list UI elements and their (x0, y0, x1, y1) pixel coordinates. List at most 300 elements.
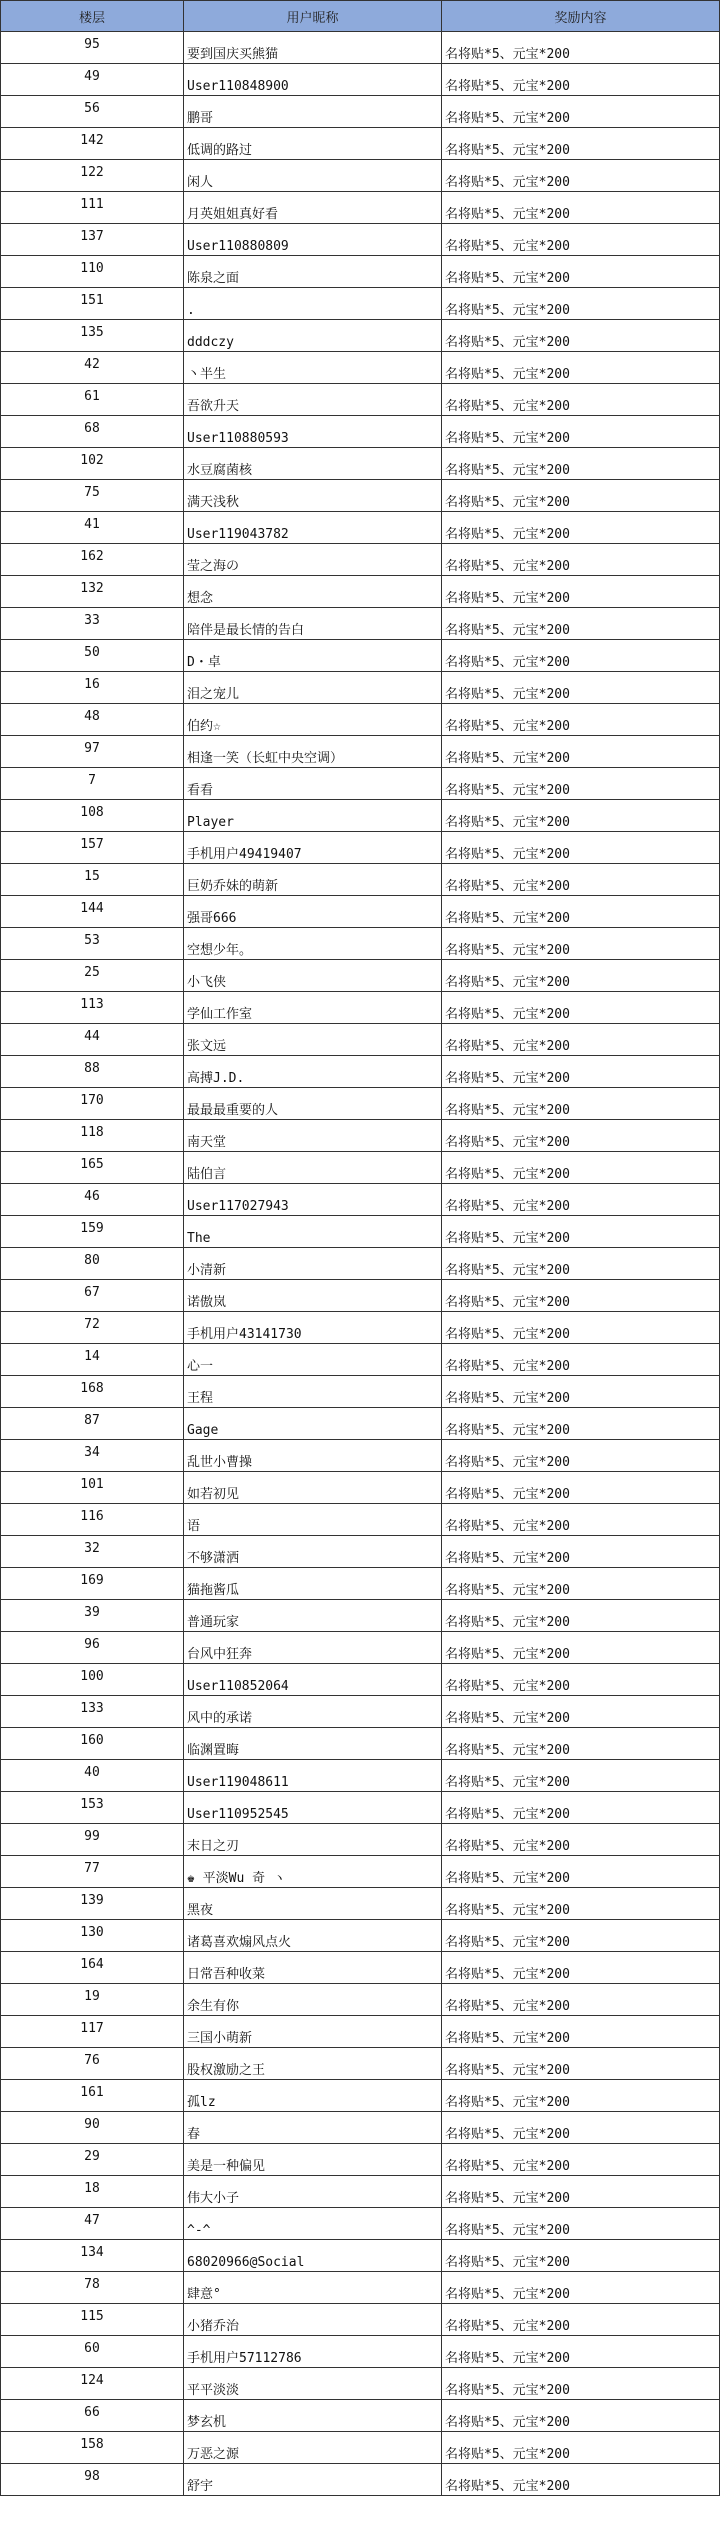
nickname-cell: 手机用户43141730 (184, 1312, 442, 1344)
nickname-cell: 语 (184, 1504, 442, 1536)
table-row (1, 2432, 720, 2464)
floor-cell: 151 (1, 288, 184, 320)
nickname-cell: 手机用户57112786 (184, 2336, 442, 2368)
table-row (1, 1472, 720, 1504)
table-row (1, 1088, 720, 1120)
reward-cell: 名将贴*5、元宝*200 (442, 672, 720, 704)
floor-cell: 16 (1, 672, 184, 704)
table-row (1, 1888, 720, 1920)
reward-cell: 名将贴*5、元宝*200 (442, 928, 720, 960)
table-row (1, 544, 720, 576)
nickname-cell: ^-^ (184, 2208, 442, 2240)
floor-cell: 100 (1, 1664, 184, 1696)
floor-cell: 61 (1, 384, 184, 416)
reward-cell: 名将贴*5、元宝*200 (442, 384, 720, 416)
reward-cell: 名将贴*5、元宝*200 (442, 1952, 720, 1984)
table-row (1, 2272, 720, 2304)
reward-cell: 名将贴*5、元宝*200 (442, 32, 720, 64)
reward-cell: 名将贴*5、元宝*200 (442, 2304, 720, 2336)
table-row (1, 1504, 720, 1536)
reward-cell: 名将贴*5、元宝*200 (442, 2464, 720, 2496)
floor-cell: 76 (1, 2048, 184, 2080)
reward-cell: 名将贴*5、元宝*200 (442, 1312, 720, 1344)
nickname-cell: . (184, 288, 442, 320)
floor-cell: 7 (1, 768, 184, 800)
table-row (1, 608, 720, 640)
nickname-cell: 不够潇洒 (184, 1536, 442, 1568)
reward-cell: 名将贴*5、元宝*200 (442, 512, 720, 544)
nickname-cell: 乱世小曹操 (184, 1440, 442, 1472)
table-row (1, 1120, 720, 1152)
table-row (1, 832, 720, 864)
floor-cell: 122 (1, 160, 184, 192)
floor-cell: 135 (1, 320, 184, 352)
floor-cell: 165 (1, 1152, 184, 1184)
table-row (1, 2336, 720, 2368)
nickname-cell: 小飞侠 (184, 960, 442, 992)
floor-cell: 130 (1, 1920, 184, 1952)
nickname-cell: 临渊置晦 (184, 1728, 442, 1760)
nickname-cell: 最最最重要的人 (184, 1088, 442, 1120)
floor-cell: 132 (1, 576, 184, 608)
floor-cell: 116 (1, 1504, 184, 1536)
floor-cell: 170 (1, 1088, 184, 1120)
reward-cell: 名将贴*5、元宝*200 (442, 1088, 720, 1120)
reward-cell: 名将贴*5、元宝*200 (442, 1888, 720, 1920)
floor-cell: 40 (1, 1760, 184, 1792)
table-row (1, 256, 720, 288)
table-row (1, 1952, 720, 1984)
floor-cell: 48 (1, 704, 184, 736)
reward-cell: 名将贴*5、元宝*200 (442, 800, 720, 832)
nickname-cell: 莹之海の (184, 544, 442, 576)
floor-cell: 47 (1, 2208, 184, 2240)
nickname-cell: User110880809 (184, 224, 442, 256)
nickname-cell: User110852064 (184, 1664, 442, 1696)
nickname-cell: 吾欲升天 (184, 384, 442, 416)
table-row (1, 1024, 720, 1056)
reward-cell: 名将贴*5、元宝*200 (442, 1152, 720, 1184)
table-row (1, 2368, 720, 2400)
reward-cell: 名将贴*5、元宝*200 (442, 1440, 720, 1472)
floor-cell: 164 (1, 1952, 184, 1984)
floor-cell: 44 (1, 1024, 184, 1056)
floor-cell: 168 (1, 1376, 184, 1408)
floor-cell: 49 (1, 64, 184, 96)
reward-cell: 名将贴*5、元宝*200 (442, 352, 720, 384)
nickname-cell: 股权激励之王 (184, 2048, 442, 2080)
reward-cell: 名将贴*5、元宝*200 (442, 2400, 720, 2432)
nickname-cell: 月英姐姐真好看 (184, 192, 442, 224)
table-row (1, 1728, 720, 1760)
floor-cell: 34 (1, 1440, 184, 1472)
table-row (1, 640, 720, 672)
nickname-cell: 万恶之源 (184, 2432, 442, 2464)
nickname-cell: 强哥666 (184, 896, 442, 928)
reward-cell: 名将贴*5、元宝*200 (442, 1056, 720, 1088)
floor-cell: 88 (1, 1056, 184, 1088)
table-row (1, 1568, 720, 1600)
reward-cell: 名将贴*5、元宝*200 (442, 2016, 720, 2048)
reward-cell: 名将贴*5、元宝*200 (442, 1824, 720, 1856)
floor-cell: 46 (1, 1184, 184, 1216)
floor-cell: 72 (1, 1312, 184, 1344)
table-row (1, 1696, 720, 1728)
floor-cell: 98 (1, 2464, 184, 2496)
nickname-cell: 丶半生 (184, 352, 442, 384)
nickname-cell: 春 (184, 2112, 442, 2144)
table-row (1, 288, 720, 320)
nickname-cell: dddczy (184, 320, 442, 352)
table-row (1, 1280, 720, 1312)
nickname-cell: 鹏哥 (184, 96, 442, 128)
reward-cell: 名将贴*5、元宝*200 (442, 864, 720, 896)
floor-cell: 118 (1, 1120, 184, 1152)
floor-cell: 15 (1, 864, 184, 896)
reward-cell: 名将贴*5、元宝*200 (442, 1568, 720, 1600)
table-row (1, 64, 720, 96)
nickname-cell: 小清新 (184, 1248, 442, 1280)
reward-cell: 名将贴*5、元宝*200 (442, 1536, 720, 1568)
reward-cell: 名将贴*5、元宝*200 (442, 1280, 720, 1312)
table-row (1, 1152, 720, 1184)
floor-cell: 97 (1, 736, 184, 768)
nickname-cell: 巨奶乔妹的萌新 (184, 864, 442, 896)
table-row (1, 2016, 720, 2048)
floor-cell: 41 (1, 512, 184, 544)
nickname-cell: User110880593 (184, 416, 442, 448)
table-row (1, 1312, 720, 1344)
nickname-cell: 陈泉之面 (184, 256, 442, 288)
reward-cell: 名将贴*5、元宝*200 (442, 1024, 720, 1056)
reward-cell: 名将贴*5、元宝*200 (442, 192, 720, 224)
floor-cell: 144 (1, 896, 184, 928)
reward-cell: 名将贴*5、元宝*200 (442, 2112, 720, 2144)
table-row (1, 128, 720, 160)
table-row (1, 2400, 720, 2432)
floor-cell: 75 (1, 480, 184, 512)
reward-cell: 名将贴*5、元宝*200 (442, 1216, 720, 1248)
nickname-cell: 闲人 (184, 160, 442, 192)
nickname-cell: Gage (184, 1408, 442, 1440)
table-row (1, 1984, 720, 2016)
nickname-cell: D・卓 (184, 640, 442, 672)
table-row (1, 864, 720, 896)
nickname-cell: 学仙工作室 (184, 992, 442, 1024)
table-row (1, 2048, 720, 2080)
reward-cell: 名将贴*5、元宝*200 (442, 1984, 720, 2016)
reward-cell: 名将贴*5、元宝*200 (442, 1184, 720, 1216)
table-row (1, 704, 720, 736)
table-row (1, 1536, 720, 1568)
table-row (1, 2208, 720, 2240)
floor-cell: 53 (1, 928, 184, 960)
reward-cell: 名将贴*5、元宝*200 (442, 608, 720, 640)
nickname-cell: 满天浅秋 (184, 480, 442, 512)
nickname-cell: 梦玄机 (184, 2400, 442, 2432)
floor-cell: 67 (1, 1280, 184, 1312)
table-row (1, 2080, 720, 2112)
nickname-cell: User110952545 (184, 1792, 442, 1824)
nickname-cell: 伟大小子 (184, 2176, 442, 2208)
floor-cell: 19 (1, 1984, 184, 2016)
nickname-cell: 要到国庆买熊猫 (184, 32, 442, 64)
nickname-cell: User110848900 (184, 64, 442, 96)
nickname-cell: 美是一种偏见 (184, 2144, 442, 2176)
floor-cell: 96 (1, 1632, 184, 1664)
floor-cell: 60 (1, 2336, 184, 2368)
reward-cell: 名将贴*5、元宝*200 (442, 480, 720, 512)
reward-cell: 名将贴*5、元宝*200 (442, 2208, 720, 2240)
floor-cell: 29 (1, 2144, 184, 2176)
reward-cell: 名将贴*5、元宝*200 (442, 2080, 720, 2112)
nickname-cell: 张文远 (184, 1024, 442, 1056)
table-row (1, 1216, 720, 1248)
table-row (1, 384, 720, 416)
reward-cell: 名将贴*5、元宝*200 (442, 160, 720, 192)
table-row (1, 224, 720, 256)
floor-cell: 108 (1, 800, 184, 832)
table-row (1, 96, 720, 128)
reward-cell: 名将贴*5、元宝*200 (442, 96, 720, 128)
nickname-cell: 孤lz (184, 2080, 442, 2112)
nickname-cell: 末日之刃 (184, 1824, 442, 1856)
reward-cell: 名将贴*5、元宝*200 (442, 2272, 720, 2304)
floor-cell: 115 (1, 2304, 184, 2336)
floor-cell: 68 (1, 416, 184, 448)
reward-cell: 名将贴*5、元宝*200 (442, 640, 720, 672)
reward-cell: 名将贴*5、元宝*200 (442, 896, 720, 928)
nickname-cell: 三国小萌新 (184, 2016, 442, 2048)
floor-cell: 158 (1, 2432, 184, 2464)
floor-cell: 139 (1, 1888, 184, 1920)
reward-cell: 名将贴*5、元宝*200 (442, 256, 720, 288)
nickname-cell: 泪之宠儿 (184, 672, 442, 704)
reward-cell: 名将贴*5、元宝*200 (442, 320, 720, 352)
nickname-cell: 水豆腐菌核 (184, 448, 442, 480)
table-row (1, 576, 720, 608)
floor-cell: 157 (1, 832, 184, 864)
table-row (1, 1824, 720, 1856)
table-row (1, 352, 720, 384)
floor-cell: 78 (1, 2272, 184, 2304)
floor-cell: 99 (1, 1824, 184, 1856)
reward-cell: 名将贴*5、元宝*200 (442, 992, 720, 1024)
header-nickname: 用户昵称 (184, 1, 442, 32)
table-row (1, 160, 720, 192)
floor-cell: 159 (1, 1216, 184, 1248)
table-row (1, 768, 720, 800)
table-row (1, 736, 720, 768)
floor-cell: 90 (1, 2112, 184, 2144)
floor-cell: 56 (1, 96, 184, 128)
nickname-cell: 68020966@Social (184, 2240, 442, 2272)
nickname-cell: 台风中狂奔 (184, 1632, 442, 1664)
table-row (1, 1920, 720, 1952)
reward-cell: 名将贴*5、元宝*200 (442, 1248, 720, 1280)
reward-cell: 名将贴*5、元宝*200 (442, 1920, 720, 1952)
nickname-cell: 风中的承诺 (184, 1696, 442, 1728)
table-row (1, 1792, 720, 1824)
reward-cell: 名将贴*5、元宝*200 (442, 1728, 720, 1760)
nickname-cell: 日常吾种收菜 (184, 1952, 442, 1984)
header-row (1, 1, 720, 32)
floor-cell: 160 (1, 1728, 184, 1760)
reward-cell: 名将贴*5、元宝*200 (442, 1696, 720, 1728)
nickname-cell: 平平淡淡 (184, 2368, 442, 2400)
nickname-cell: 诸葛喜欢煽风点火 (184, 1920, 442, 1952)
nickname-cell: 如若初见 (184, 1472, 442, 1504)
reward-cell: 名将贴*5、元宝*200 (442, 64, 720, 96)
reward-cell: 名将贴*5、元宝*200 (442, 768, 720, 800)
table-row (1, 1632, 720, 1664)
floor-cell: 113 (1, 992, 184, 1024)
floor-cell: 102 (1, 448, 184, 480)
floor-cell: 50 (1, 640, 184, 672)
reward-cell: 名将贴*5、元宝*200 (442, 544, 720, 576)
reward-cell: 名将贴*5、元宝*200 (442, 1856, 720, 1888)
floor-cell: 42 (1, 352, 184, 384)
nickname-cell: 诺傲岚 (184, 1280, 442, 1312)
reward-cell: 名将贴*5、元宝*200 (442, 1792, 720, 1824)
nickname-cell: 猫拖酱瓜 (184, 1568, 442, 1600)
reward-cell: 名将贴*5、元宝*200 (442, 416, 720, 448)
nickname-cell: 普通玩家 (184, 1600, 442, 1632)
table-row (1, 448, 720, 480)
nickname-cell: 陪伴是最长情的告白 (184, 608, 442, 640)
nickname-cell: 舒宇 (184, 2464, 442, 2496)
floor-cell: 87 (1, 1408, 184, 1440)
table-row (1, 1408, 720, 1440)
table-row (1, 1248, 720, 1280)
floor-cell: 101 (1, 1472, 184, 1504)
table-row (1, 1664, 720, 1696)
nickname-cell: 相逢一笑（长虹中央空调） (184, 736, 442, 768)
table-row (1, 1856, 720, 1888)
table-row (1, 672, 720, 704)
floor-cell: 134 (1, 2240, 184, 2272)
reward-cell: 名将贴*5、元宝*200 (442, 2240, 720, 2272)
table-row (1, 192, 720, 224)
reward-cell: 名将贴*5、元宝*200 (442, 576, 720, 608)
nickname-cell: 王程 (184, 1376, 442, 1408)
table-row (1, 1376, 720, 1408)
floor-cell: 14 (1, 1344, 184, 1376)
nickname-cell: 低调的路过 (184, 128, 442, 160)
floor-cell: 142 (1, 128, 184, 160)
table-row (1, 1600, 720, 1632)
table-row (1, 960, 720, 992)
nickname-cell: 陆伯言 (184, 1152, 442, 1184)
floor-cell: 33 (1, 608, 184, 640)
reward-cell: 名将贴*5、元宝*200 (442, 960, 720, 992)
floor-cell: 161 (1, 2080, 184, 2112)
reward-cell: 名将贴*5、元宝*200 (442, 1344, 720, 1376)
table-row (1, 2112, 720, 2144)
reward-cell: 名将贴*5、元宝*200 (442, 1376, 720, 1408)
nickname-cell: ♚ 平淡Wu 奇 ヽ (184, 1856, 442, 1888)
floor-cell: 18 (1, 2176, 184, 2208)
floor-cell: 117 (1, 2016, 184, 2048)
floor-cell: 111 (1, 192, 184, 224)
reward-cell: 名将贴*5、元宝*200 (442, 128, 720, 160)
floor-cell: 110 (1, 256, 184, 288)
header-floor: 楼层 (1, 1, 184, 32)
table-row (1, 2240, 720, 2272)
nickname-cell: User119043782 (184, 512, 442, 544)
nickname-cell: User117027943 (184, 1184, 442, 1216)
reward-cell: 名将贴*5、元宝*200 (442, 1760, 720, 1792)
floor-cell: 32 (1, 1536, 184, 1568)
table-row (1, 1056, 720, 1088)
nickname-cell: The (184, 1216, 442, 1248)
table-row (1, 800, 720, 832)
reward-cell: 名将贴*5、元宝*200 (442, 1504, 720, 1536)
table-row (1, 896, 720, 928)
table-row (1, 320, 720, 352)
reward-cell: 名将贴*5、元宝*200 (442, 736, 720, 768)
nickname-cell: User119048611 (184, 1760, 442, 1792)
reward-cell: 名将贴*5、元宝*200 (442, 2176, 720, 2208)
table-row (1, 2144, 720, 2176)
header-reward: 奖励内容 (442, 1, 720, 32)
nickname-cell: 肆意° (184, 2272, 442, 2304)
table-row (1, 512, 720, 544)
table-row (1, 416, 720, 448)
nickname-cell: 想念 (184, 576, 442, 608)
floor-cell: 153 (1, 1792, 184, 1824)
table-row (1, 992, 720, 1024)
floor-cell: 95 (1, 32, 184, 64)
reward-cell: 名将贴*5、元宝*200 (442, 2368, 720, 2400)
nickname-cell: 高搏J.D. (184, 1056, 442, 1088)
reward-cell: 名将贴*5、元宝*200 (442, 1600, 720, 1632)
reward-cell: 名将贴*5、元宝*200 (442, 288, 720, 320)
reward-cell: 名将贴*5、元宝*200 (442, 1632, 720, 1664)
table-row (1, 2304, 720, 2336)
floor-cell: 162 (1, 544, 184, 576)
reward-cell: 名将贴*5、元宝*200 (442, 2432, 720, 2464)
nickname-cell: 小猪乔治 (184, 2304, 442, 2336)
table-row (1, 480, 720, 512)
reward-cell: 名将贴*5、元宝*200 (442, 2048, 720, 2080)
floor-cell: 137 (1, 224, 184, 256)
floor-cell: 77 (1, 1856, 184, 1888)
reward-cell: 名将贴*5、元宝*200 (442, 832, 720, 864)
table-row (1, 32, 720, 64)
reward-cell: 名将贴*5、元宝*200 (442, 1120, 720, 1152)
floor-cell: 80 (1, 1248, 184, 1280)
reward-cell: 名将贴*5、元宝*200 (442, 1408, 720, 1440)
nickname-cell: 黑夜 (184, 1888, 442, 1920)
floor-cell: 25 (1, 960, 184, 992)
nickname-cell: Player (184, 800, 442, 832)
floor-cell: 133 (1, 1696, 184, 1728)
reward-cell: 名将贴*5、元宝*200 (442, 2336, 720, 2368)
floor-cell: 66 (1, 2400, 184, 2432)
table-row (1, 2464, 720, 2496)
table-row (1, 2176, 720, 2208)
table-row (1, 928, 720, 960)
reward-cell: 名将贴*5、元宝*200 (442, 1472, 720, 1504)
nickname-cell: 余生有你 (184, 1984, 442, 2016)
nickname-cell: 伯约☆ (184, 704, 442, 736)
nickname-cell: 手机用户49419407 (184, 832, 442, 864)
floor-cell: 39 (1, 1600, 184, 1632)
nickname-cell: 心一 (184, 1344, 442, 1376)
reward-cell: 名将贴*5、元宝*200 (442, 1664, 720, 1696)
reward-cell: 名将贴*5、元宝*200 (442, 224, 720, 256)
